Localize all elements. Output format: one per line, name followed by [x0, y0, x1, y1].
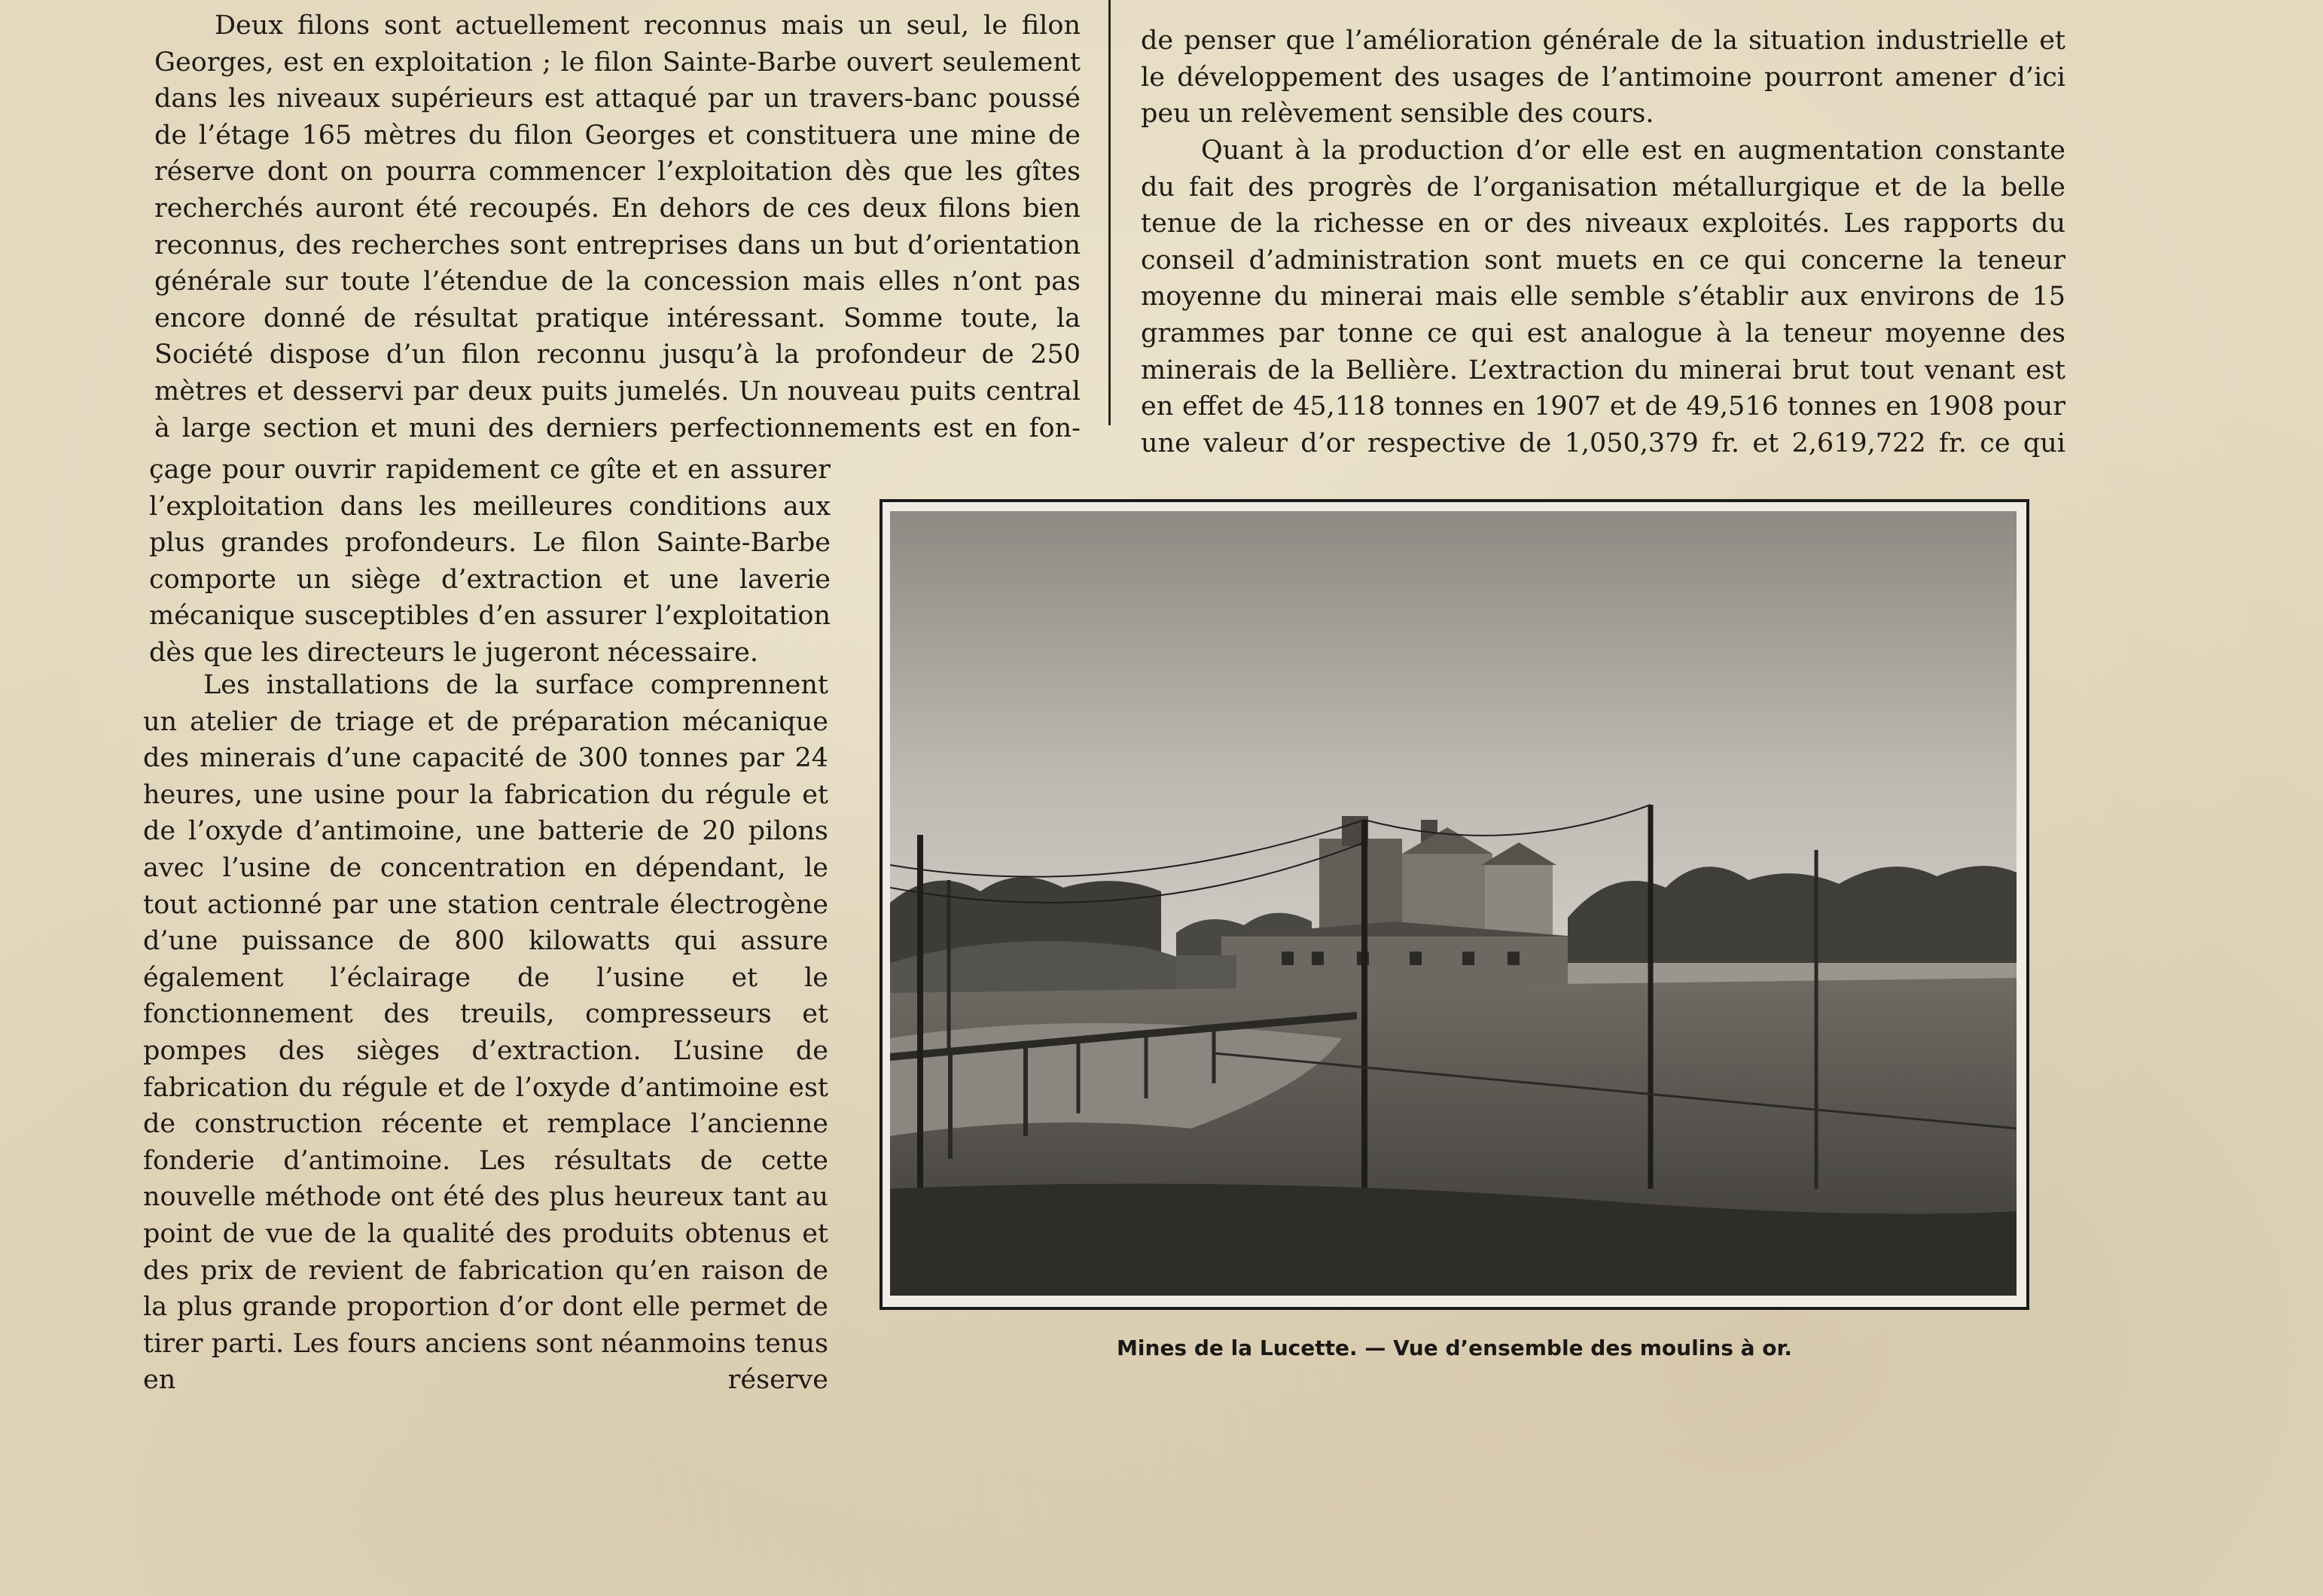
left-column-paragraph-2: çage pour ouvrir rapidement ce gîte et en assurer l’exploitation dans les meilleures conditions aux plus grandes profondeurs. Le filon Sainte-Barbe comporte un siège d’extraction et une laverie mécanique susceptibles d’en assurer l’exploitation dès que les directeurs le jugeront nécessaire. — [149, 455, 831, 668]
mine-photograph — [890, 511, 2017, 1296]
photo-caption: Mines de la Lucette. — Vue d’ensemble des moulins à or. — [1117, 1336, 1792, 1360]
right-column-paragraph-1: de penser que l’amélioration générale de la situation industrielle et le développement des usages de l’antimoine pourront amener d’ici peu un relèvement sensible des cours. — [1141, 26, 2065, 129]
left-column-paragraph-1: Deux filons sont actuellement reconnus mais un seul, le filon Georges, est en exploitation ; le filon Sainte-Barbe ouvert seulement dans les niveaux supérieurs est attaqué par un travers-banc poussé de l’étage 165 mètres du filon Georges et constituera une mine de réserve dont on pourra commencer l’exploitation dès que les gîtes recherchés auront été recoupés. En dehors de ces deux filons bien reconnus, des recherches sont entreprises dans un but d’orientation générale sur toute l’étendue de la concession mais elles n’ont pas encore donné de résultat pratique intéressant. Somme toute, la Société dispose d’un filon reconnu jusqu’à la profondeur de 250 mètres et desservi par deux puits jumelés. Un nouveau puits central à large section et muni des derniers perfectionnements est en fon- — [154, 11, 1081, 443]
column-divider — [1108, 0, 1111, 425]
left-column-paragraph-3: Les installations de la surface comprennent un atelier de triage et de préparation mécanique des minerais d’une capacité de 300 tonnes par 24 heures, une usine pour la fabrication du régule et de l’oxyde d’antimoine, une batterie de 20 pilons avec l’usine de concentration en dépendant, le tout actionné par une station centrale électrogène d’une puissance de 800 kilowatts qui assure également l’éclairage de l’usine et le fonctionnement des treuils, compresseurs et pompes des sièges d’extraction. L’usine de fabrication du régule et de l’oxyde d’antimoine est de construction récente et remplace l’ancienne fonderie d’antimoine. Les résultats de cette nouvelle méthode ont été des plus heureux tant au point de vue de la qualité des produits obtenus et des prix de revient de fabrication qu’en raison de la plus grande proportion d’or dont elle permet de tirer parti. Les fours anciens sont néanmoins tenus en réserve — [143, 670, 828, 1396]
right-column-paragraph-2: Quant à la production d’or elle est en augmentation constante du fait des progrès de l’organisation métallurgique et de la belle tenue de la richesse en or des niveaux exploités. Les rapports du conseil d’administration sont muets en ce qui concerne la teneur moyenne du minerai mais elle semble s’établir aux environs de 15 grammes par tonne ce qui est analogue à la teneur moyenne des minerais de la Bellière. L’extraction du minerai brut tout venant est en effet de 45,118 tonnes en 1907 et de 49,516 tonnes en 1908 pour une valeur d’or respective de 1,050,379 fr. et 2,619,722 fr. ce qui — [1141, 136, 2065, 458]
mine-photograph-frame — [880, 499, 2029, 1310]
